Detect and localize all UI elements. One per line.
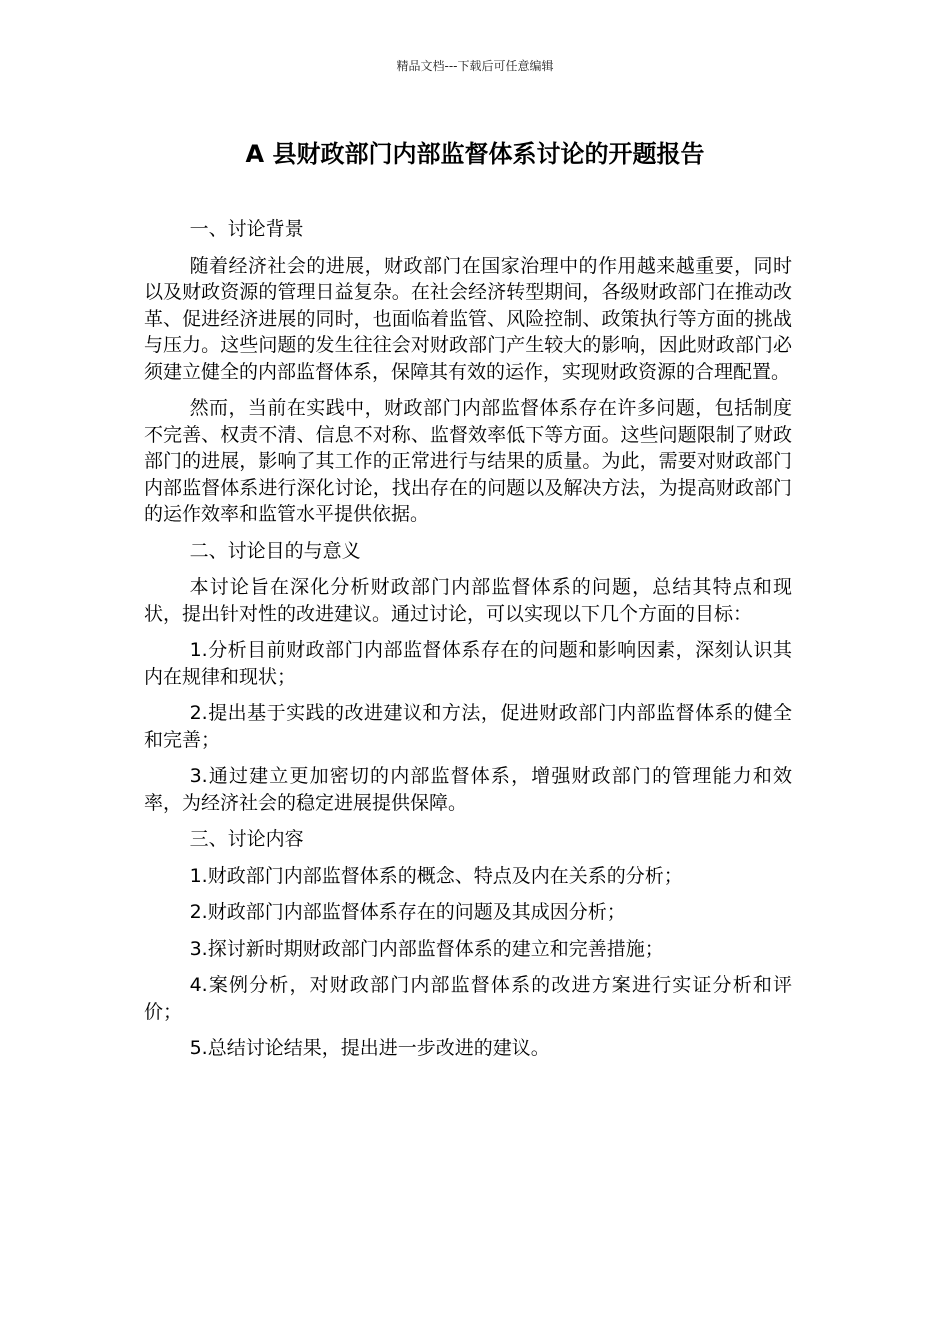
list-item: 3.探讨新时期财政部门内部监督体系的建立和完善措施；: [189, 937, 664, 960]
page-header: 精品文档---下载后可任意编辑: [396, 59, 554, 73]
list-item: 1.财政部门内部监督体系的概念、特点及内在关系的分析；: [189, 864, 683, 887]
list-item: 4.案例分析，对财政部门内部监督体系的改进方案进行实证分析和评价；: [144, 974, 792, 1023]
list-item: 3.通过建立更加密切的内部监督体系，增强财政部门的管理能力和效率，为经济社会的稳定进展提供保障。: [144, 765, 792, 814]
list-item: 2.提出基于实践的改进建议和方法，促进财政部门内部监督体系的健全和完善；: [144, 702, 792, 751]
document-title: A 县财政部门内部监督体系讨论的开题报告: [245, 140, 705, 168]
section-heading-content: 三、讨论内容: [189, 828, 304, 850]
list-item: 1.分析目前财政部门内部监督体系存在的问题和影响因素，深刻认识其内在规律和现状；: [144, 639, 792, 688]
paragraph: 随着经济社会的进展，财政部门在国家治理中的作用越来越重要，同时以及财政资源的管理日益复杂。在社会经济转型期间，各级财政部门在推动改革、促进经济进展的同时，也面临着监管、风险控制、政策执行等方面的挑战与压力。这些问题的发生往往会对财政部门产生较大的影响，因此财政部门必须建立健全的内部监督体系，保障其有效的运作，实现财政资源的合理配置。: [144, 254, 792, 383]
paragraph: 本讨论旨在深化分析财政部门内部监督体系的问题，总结其特点和现状，提出针对性的改进建议。通过讨论，可以实现以下几个方面的目标：: [144, 576, 792, 625]
list-item: 5.总结讨论结果，提出进一步改进的建议。: [189, 1037, 550, 1059]
section-heading-background: 一、讨论背景: [189, 218, 304, 240]
document-body: [144, 216, 792, 1072]
list-item: 2.财政部门内部监督体系存在的问题及其成因分析；: [189, 901, 626, 923]
section-heading-purpose: 二、讨论目的与意义: [189, 539, 361, 562]
paragraph: 然而，当前在实践中，财政部门内部监督体系存在许多问题，包括制度不完善、权责不清、信息不对称、监督效率低下等方面。这些问题限制了财政部门的进展，影响了其工作的正常进行与结果的质量。为此，需要对财政部门内部监督体系进行深化讨论，找出存在的问题以及解决方法，为提高财政部门的运作效率和监管水平提供依据。: [144, 397, 792, 525]
